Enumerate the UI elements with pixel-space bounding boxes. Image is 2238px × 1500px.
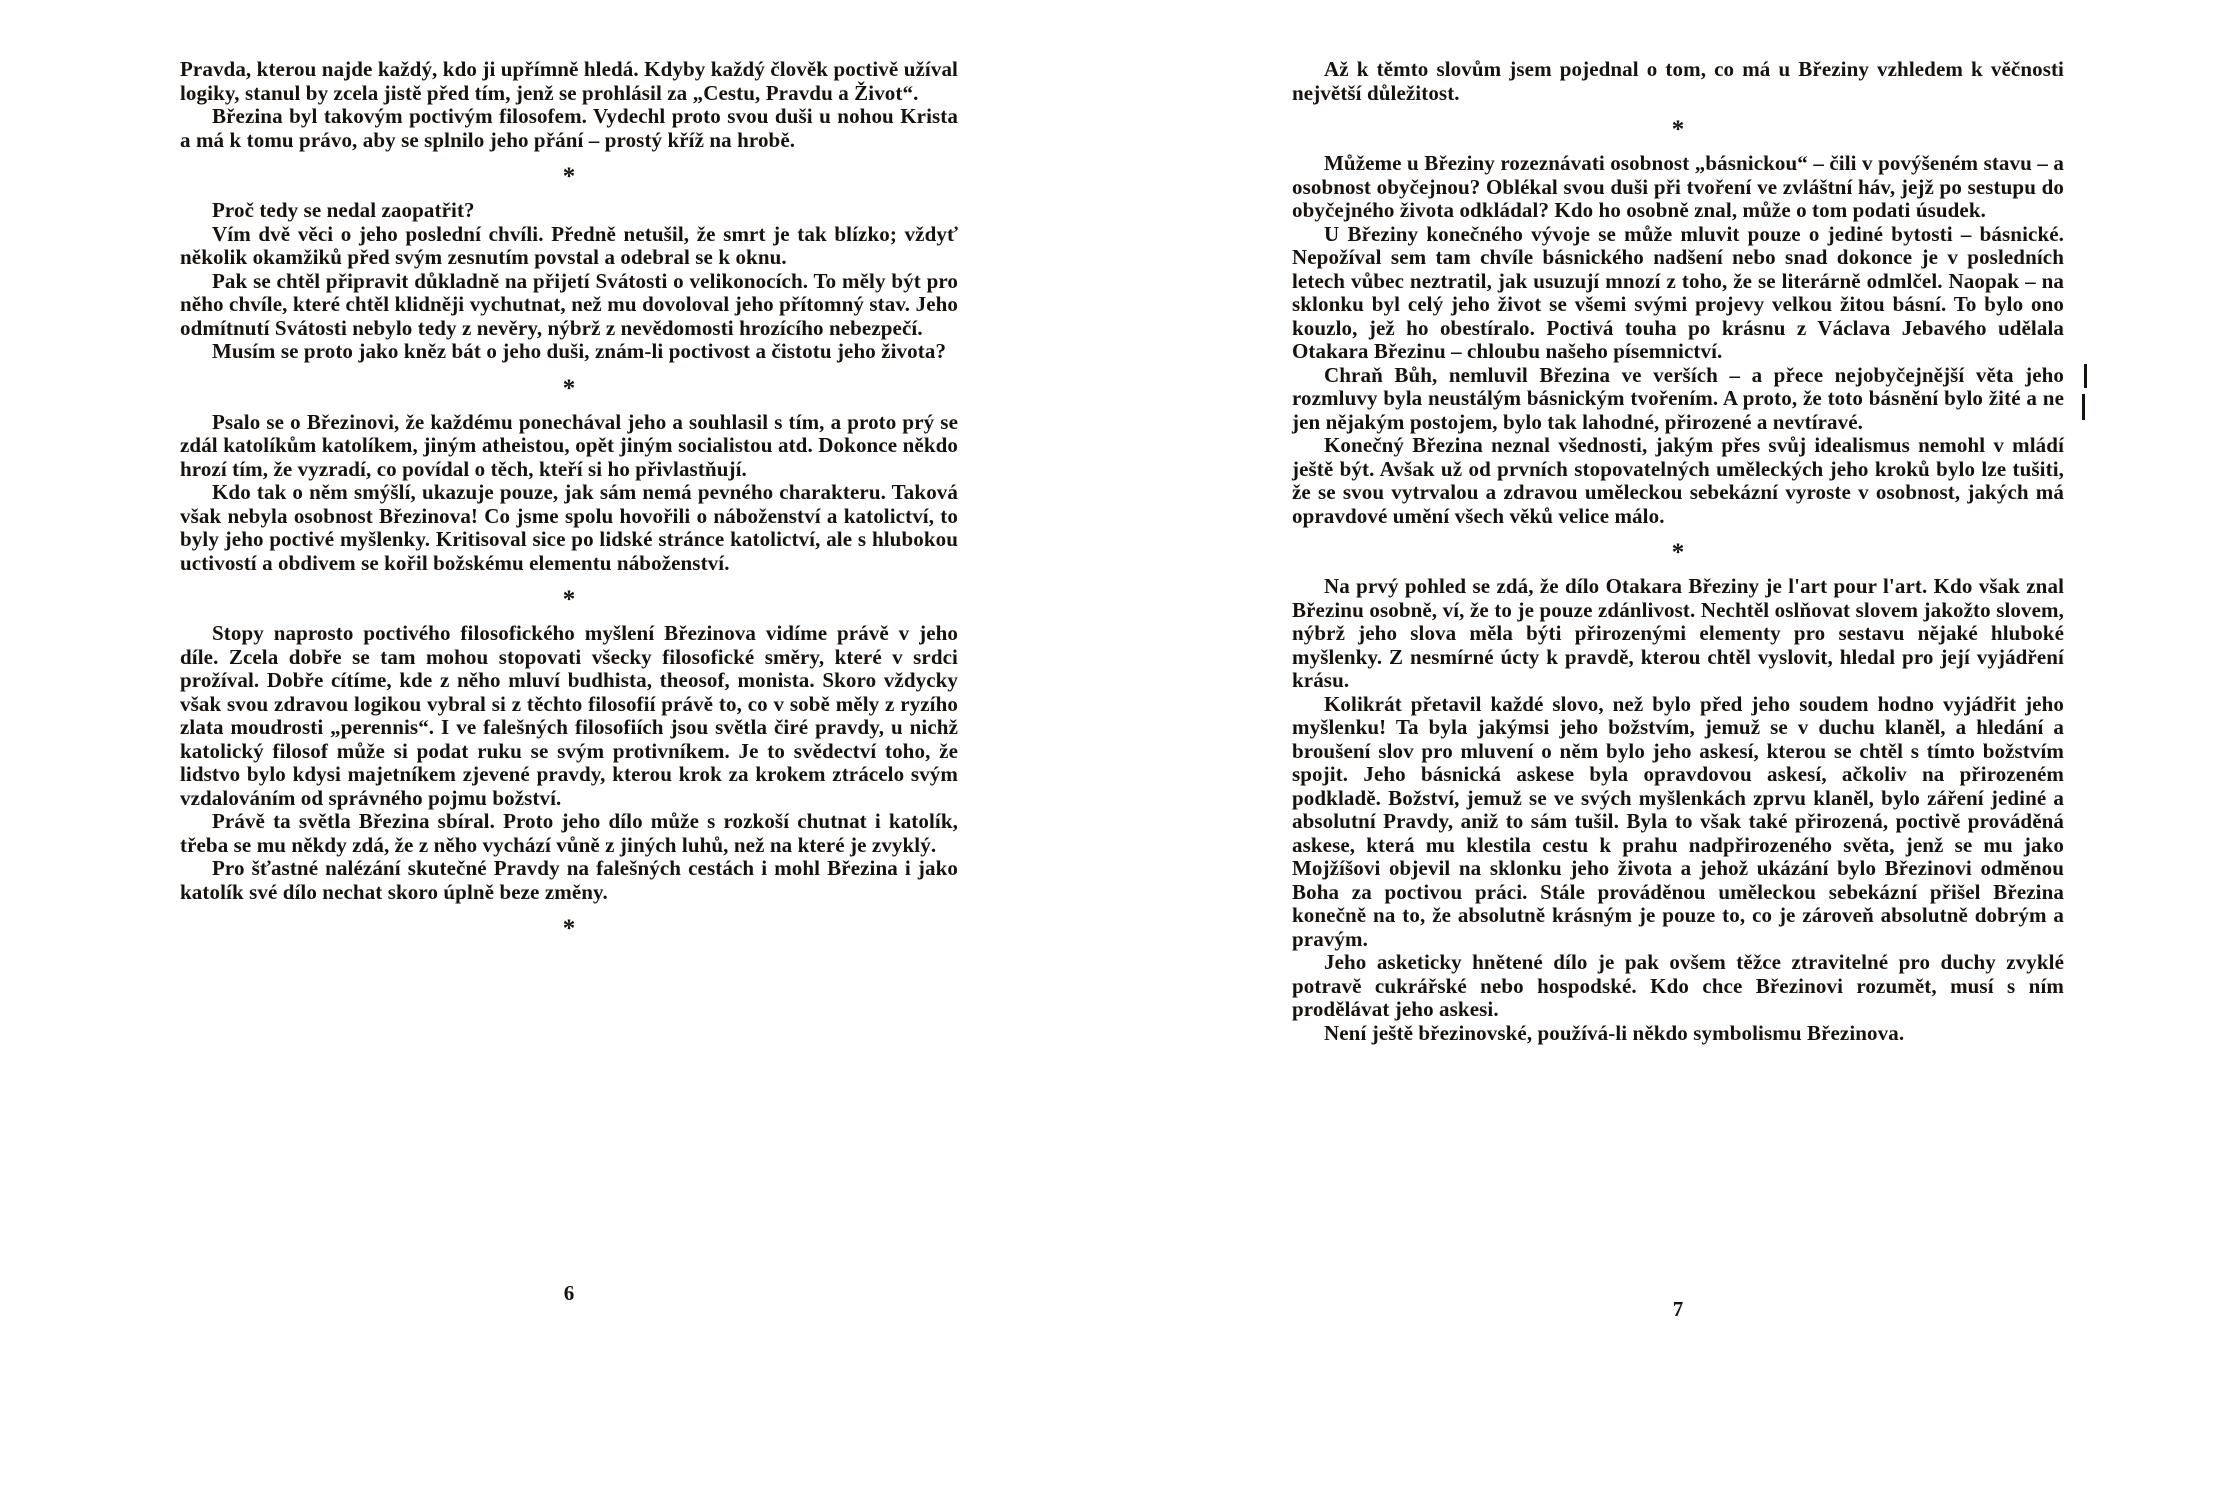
paragraph: Proč tedy se nedal zaopatřit? <box>212 198 475 222</box>
paragraph: Kolikrát přetavil každé slovo, než bylo před jeho soudem hodno vyjádřit jeho myšlenku! Ta byla jakýmsi jeho božstvím, jemuž se v duchu klaněl, a hledání a broušení slov pro mluvení o něm bylo jeho askesí, kterou se chtěl s tímto božstvím spojit. Jeho básnická askese byla opravdovou askesí, ačkoliv na přirozeném podkladě. Božství, jemuž se ve svých myšlenkách zprvu klaněl, bylo záření jediné a absolutní Pravdy, aniž to sám tušil. Byla to však také přirozená, poctivě prováděná askese, která mu klestila cestu k prahu nadpřirozeného světa, jenž se mu jako Mojžíšovi objevil na sklonku jeho života a jehož ukázání bylo Březinovi odměnou Boha za poctivou práci. Stále prováděnou uměleckou sebekázní přišel Březina konečně na to, že absolutně krásným je pouze to, co je zároveň absolutně dobrým a pravým. <box>1292 691 2064 951</box>
margin-mark <box>2084 364 2087 388</box>
page-number-right: 7 <box>1672 1297 1684 1321</box>
section-separator-asterisk: * <box>562 163 576 190</box>
paragraph: Pro šťastné nalézání skutečné Pravdy na falešných cestách i mohl Březina i jako katolík své dílo nechat skoro úplně beze změny. <box>180 856 958 904</box>
paragraph: Můžeme u Březiny rozeznávati osobnost „básnickou“ – čili v povýšeném stavu – a osobnost obyčejnou? Oblékal svou duši při tvoření ve zvláštní háv, jejž po sestupu do obyčejného života odkládal? Kdo ho osobně znal, může o tom podati úsudek. <box>1292 151 2064 222</box>
page-right-text-column <box>1292 58 2064 1045</box>
paragraph: Až k těmto slovům jsem pojednal o tom, co má u Březiny vzhledem k věčnosti největší důležitost. <box>1292 57 2064 105</box>
paragraph: Kdo tak o něm smýšlí, ukazuje pouze, jak sám nemá pevného charakteru. Taková však nebyla osobnost Březinova! Co jsme spolu hovořili o náboženství a katolictví, to byly jeho poctivé myšlenky. Kritisoval sice po lidské stránce katolictví, ale s hlubokou uctivostí a obdivem se kořil božskému elementu náboženství. <box>180 480 958 575</box>
section-separator-asterisk: * <box>1671 539 1685 566</box>
paragraph: Pak se chtěl připravit důkladně na přijetí Svátosti o velikonocích. To měly být pro něho chvíle, které chtěl klidněji vychutnat, než mu dovoloval jeho přítomný stav. Jeho odmítnutí Svátosti nebylo tedy z nevěry, nýbrž z nevědomosti hrozícího nebezpečí. <box>180 268 958 340</box>
section-separator-asterisk: * <box>562 915 576 942</box>
paragraph: Vím dvě věci o jeho poslední chvíli. Předně netušil, že smrt je tak blízko; vždyť několik okamžiků před svým zesnutím povstal a odebral se k oknu. <box>180 221 958 269</box>
paragraph: Právě ta světla Březina sbíral. Proto jeho dílo může s rozkoší chutnat i katolík, třeba se mu někdy zdá, že z něho vychází vůně z jiných luhů, než na které je zvyklý. <box>180 809 958 857</box>
section-separator-asterisk: * <box>562 374 576 402</box>
paragraph: Konečný Březina neznal všednosti, jakým přes svůj idealismus nemohl v mládí ještě být. Avšak už od prvních stopovatelných uměleckých jeho kroků bylo lze tušiti, že se svou vytrvalou a zdravou uměleckou sebekázní vyroste v osobnost, jakých má opravdové umění všech věků velice málo. <box>1292 433 2064 528</box>
paragraph: Psalo se o Březinovi, že každému ponechával jeho a souhlasil s tím, a proto prý se zdál katolíkům katolíkem, jiným atheistou, opět jiným socialistou atd. Dokonce někdo hrozí tím, že vyzradí, co povídal o těch, kteří si ho přivlastňují. <box>180 409 958 481</box>
paragraph: U Březiny konečného vývoje se může mluvit pouze o jediné bytosti – básnické. Nepožíval sem tam chvíle básnického nadšení nebo snad dokonce je v posledních letech vůbec neztratil, jak usuzují mnozí z toho, že se literárně odmlčel. Naopak – na sklonku byl celý jeho život se všemi svými projevy velkou žitou básní. To bylo ono kouzlo, jež ho obestíralo. Poctivá touha po krásnu z Václava Jebavého udělala Otakara Březinu – chloubu našeho písemnictví. <box>1292 221 2064 363</box>
page-number-left: 6 <box>563 1281 575 1305</box>
paragraph: Pravda, kterou najde každý, kdo ji upřímně hledá. Kdyby každý člověk poctivě užíval logiky, stanul by zcela jistě před tím, jenž se prohlásil za „Cestu, Pravdu a Život“. <box>180 57 958 105</box>
paragraph: Není ještě březinovské, používá-li někdo symbolismu Březinova. <box>1324 1020 1905 1045</box>
paragraph: Březina byl takovým poctivým filosofem. Vydechl proto svou duši u nohou Krista a má k tomu právo, aby se splnilo jeho přání – prostý kříž na hrobě. <box>180 104 958 152</box>
paragraph: Jeho asketicky hnětené dílo je pak ovšem těžce ztravitelné pro duchy zvyklé potravě cukrářské nebo hospodské. Kdo chce Březinovi rozumět, musí s ním prodělávat jeho askesi. <box>1292 950 2064 1021</box>
paragraph: Stopy naprosto poctivého filosofického myšlení Březinova vidíme právě v jeho díle. Zcela dobře se tam mohou stopovati všecky filosofické směry, které v srdci prožíval. Dobře cítíme, kde z něho mluví budhista, theosof, monista. Skoro vždycky však svou zdravou logikou vybral si z těchto filosofií právě to, co v sobě měly z ryzího zlata moudrosti „perennis“. I ve falešných filosofiích jsou světla čiré pravdy, u nichž katolický filosof může si podat ruku se svým protivníkem. Je to svědectví toho, že lidstvo bylo kdysi majetníkem zjevené pravdy, kterou krok za krokem ztrácelo svým vzdalováním od správného pojmu božství. <box>180 621 958 810</box>
paragraph: Chraň Bůh, nemluvil Březina ve verších – a přece nejobyčejnější věta jeho rozmluvy byla neustálým básnickým tvořením. A proto, že toto básnění bylo žité a ne jen nějakým postojem, bylo tak lahodné, přirozené a nevtíravé. <box>1292 362 2064 434</box>
paragraph: Na prvý pohled se zdá, že dílo Otakara Březiny je l'art pour l'art. Kdo však znal Březinu osobně, ví, že to je pouze zdánlivost. Nechtěl oslňovat slovem jakožto slovem, nýbrž jeho slova měla býti přirozenými elementy pro sestavu nějaké hluboké myšlenky. Z nesmírné úcty k pravdě, kterou chtěl vyslovit, hledal pro její vyjádření krásu. <box>1292 574 2064 692</box>
margin-mark <box>2082 394 2085 420</box>
section-separator-asterisk: * <box>562 586 576 613</box>
paragraph: Musím se proto jako kněz bát o jeho duši, znám-li poctivost a čistotu jeho života? <box>212 339 947 363</box>
page-left-text-column <box>180 58 958 951</box>
section-separator-asterisk: * <box>1671 116 1685 143</box>
